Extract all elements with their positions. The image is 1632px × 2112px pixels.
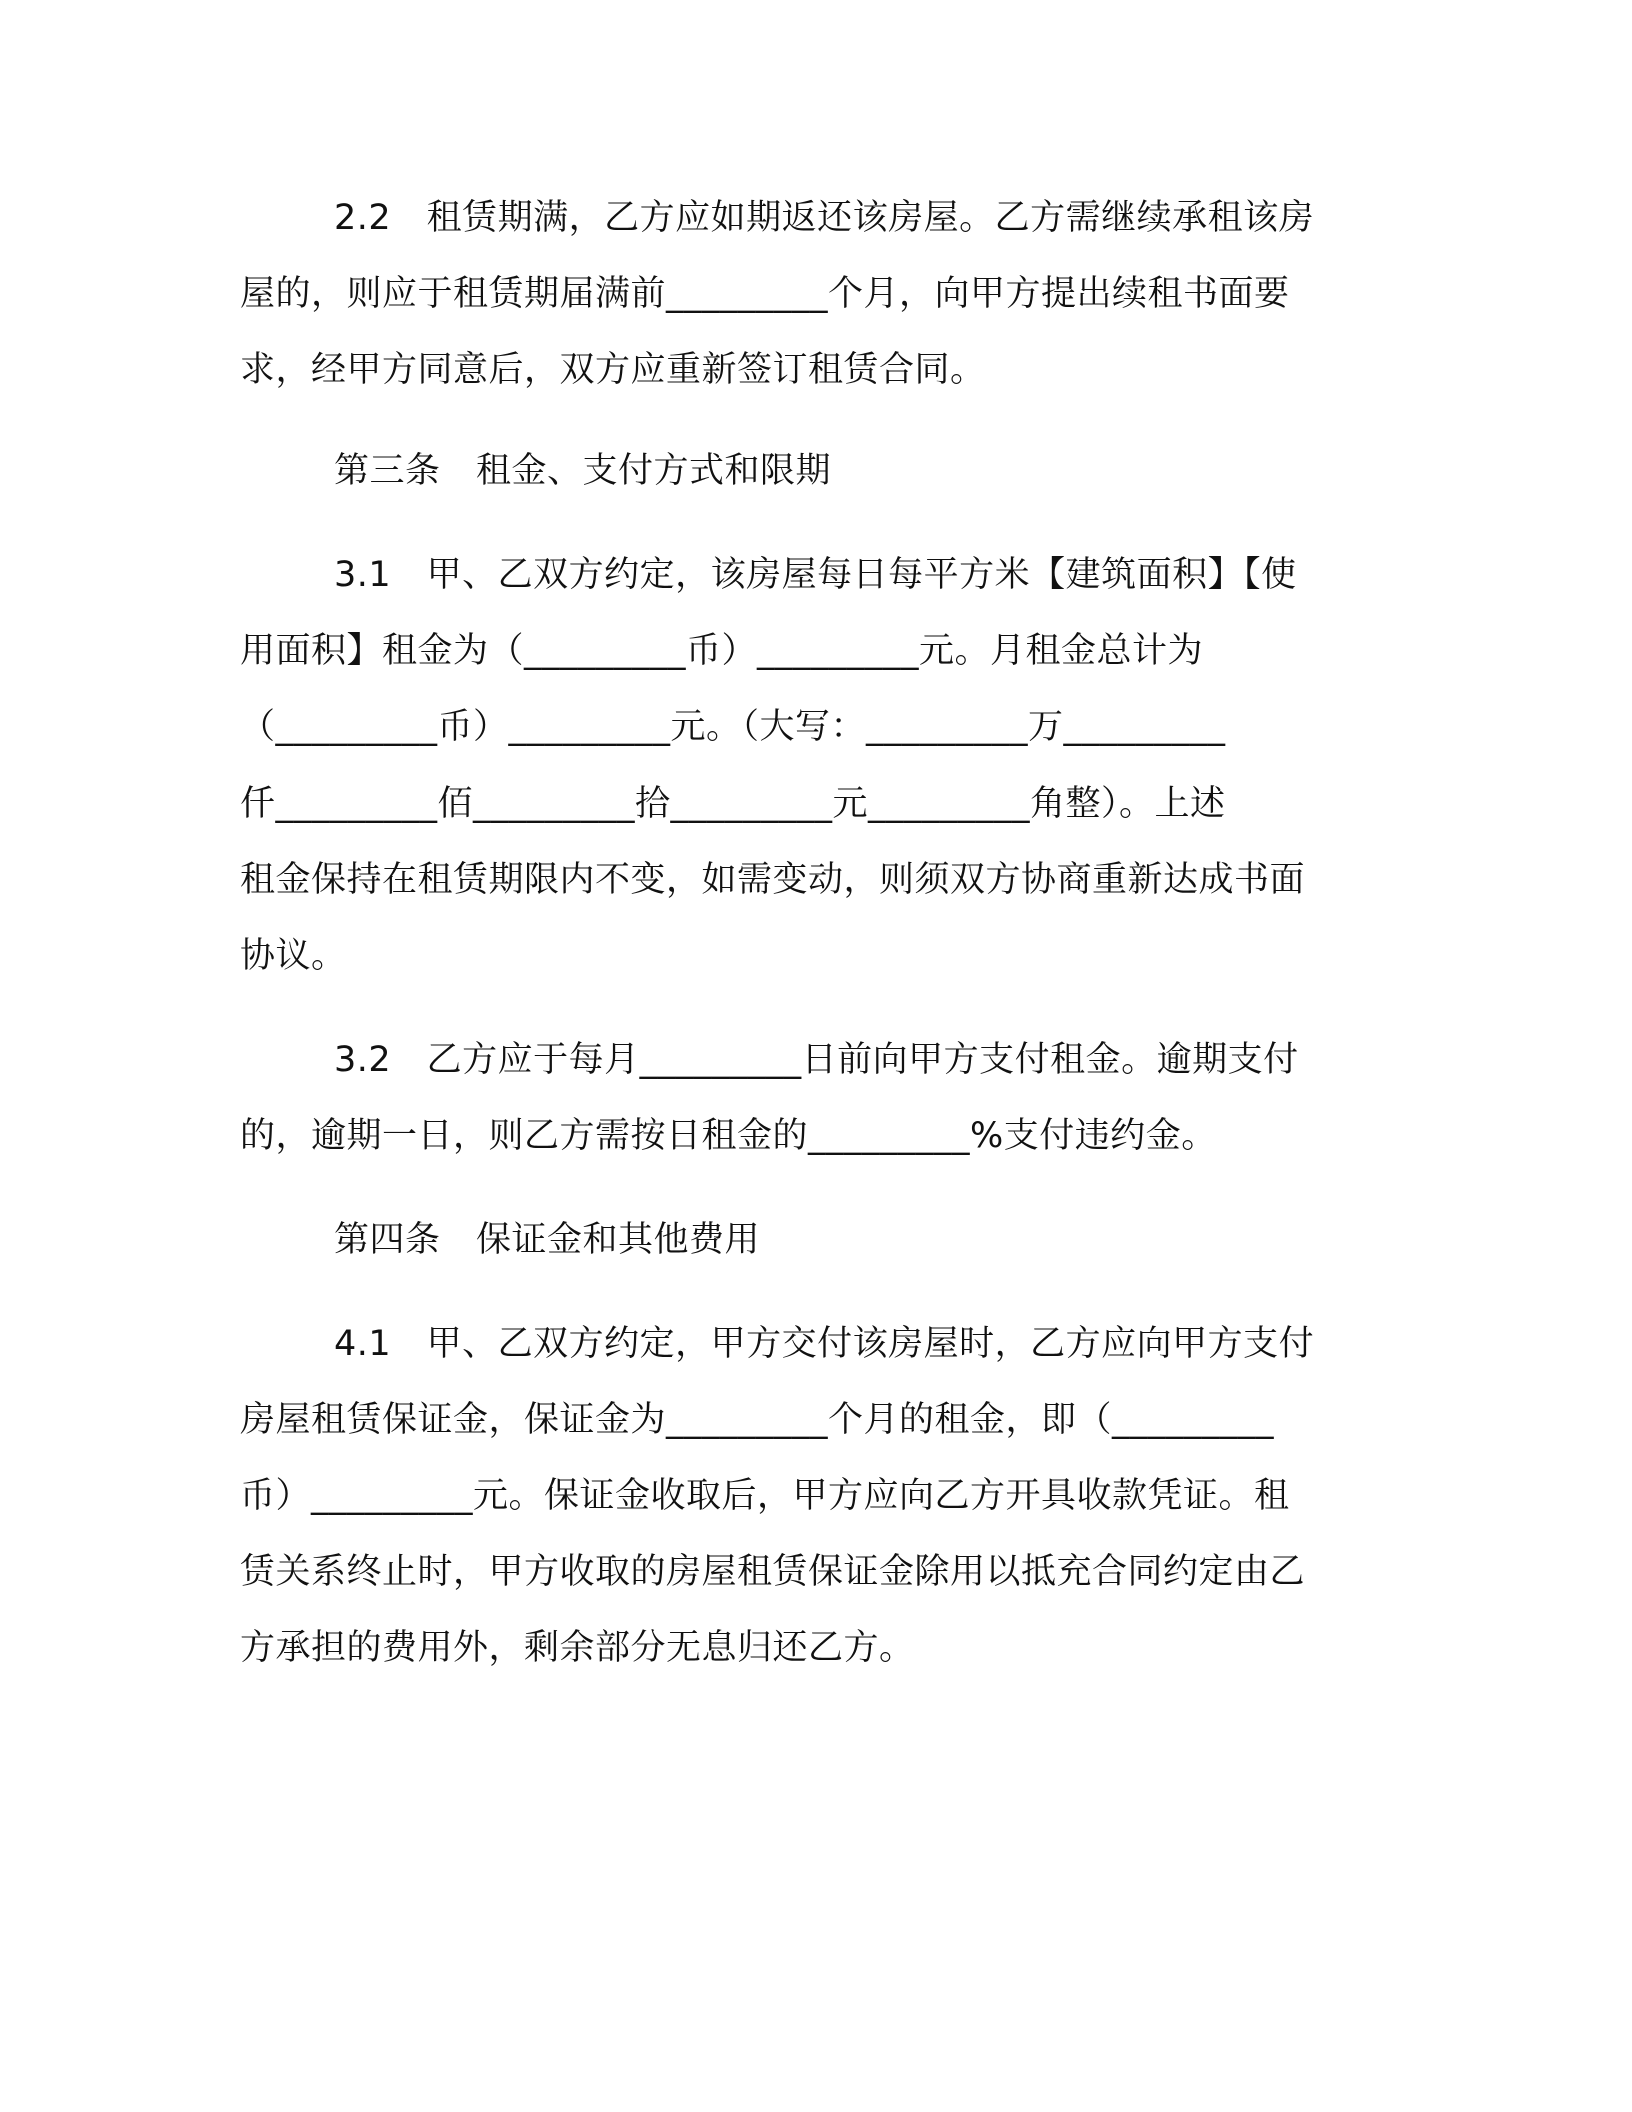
clause-2-2-line-1: 2.2 租赁期满，乙方应如期返还该房屋。乙方需继续承租该房 — [334, 198, 1315, 238]
clause-3-1-line-3: （_________币）_________元。（大写：_________万_________ — [240, 707, 1226, 747]
article-4-heading: 第四条 保证金和其他费用 — [334, 1220, 761, 1260]
clause-3-1-line-1: 3.1 甲、乙双方约定，该房屋每日每平方米【建筑面积】【使 — [334, 555, 1297, 595]
clause-3-1-line-5: 租金保持在租赁期限内不变，如需变动，则须双方协商重新达成书面 — [240, 860, 1306, 900]
clause-3-1-line-2: 用面积】租金为（_________币）_________元。月租金总计为 — [240, 631, 1204, 671]
clause-4-1-line-3: 币）_________元。保证金收取后，甲方应向乙方开具收款凭证。租 — [240, 1476, 1290, 1516]
clause-4-1-line-2: 房屋租赁保证金，保证金为_________个月的租金，即（_________ — [240, 1400, 1275, 1440]
clause-4-1-line-1: 4.1 甲、乙双方约定，甲方交付该房屋时，乙方应向甲方支付 — [334, 1324, 1315, 1364]
clause-3-2-line-1: 3.2 乙方应于每月_________日前向甲方支付租金。逾期支付 — [334, 1040, 1299, 1080]
clause-3-1-line-4: 仟_________佰_________拾_________元_________角整）。上述 — [240, 784, 1226, 824]
clause-2-2-line-3: 求，经甲方同意后，双方应重新签订租赁合同。 — [240, 350, 986, 390]
article-3-heading: 第三条 租金、支付方式和限期 — [334, 451, 832, 491]
clause-4-1-line-5: 方承担的费用外，剩余部分无息归还乙方。 — [240, 1628, 915, 1668]
clause-4-1-line-4: 赁关系终止时，甲方收取的房屋租赁保证金除用以抵充合同约定由乙 — [240, 1552, 1306, 1592]
clause-2-2-line-2: 屋的，则应于租赁期届满前_________个月，向甲方提出续租书面要 — [240, 274, 1290, 314]
clause-3-2-line-2: 的，逾期一日，则乙方需按日租金的_________%支付违约金。 — [240, 1116, 1217, 1156]
clause-3-1-line-6: 协议。 — [240, 936, 347, 976]
